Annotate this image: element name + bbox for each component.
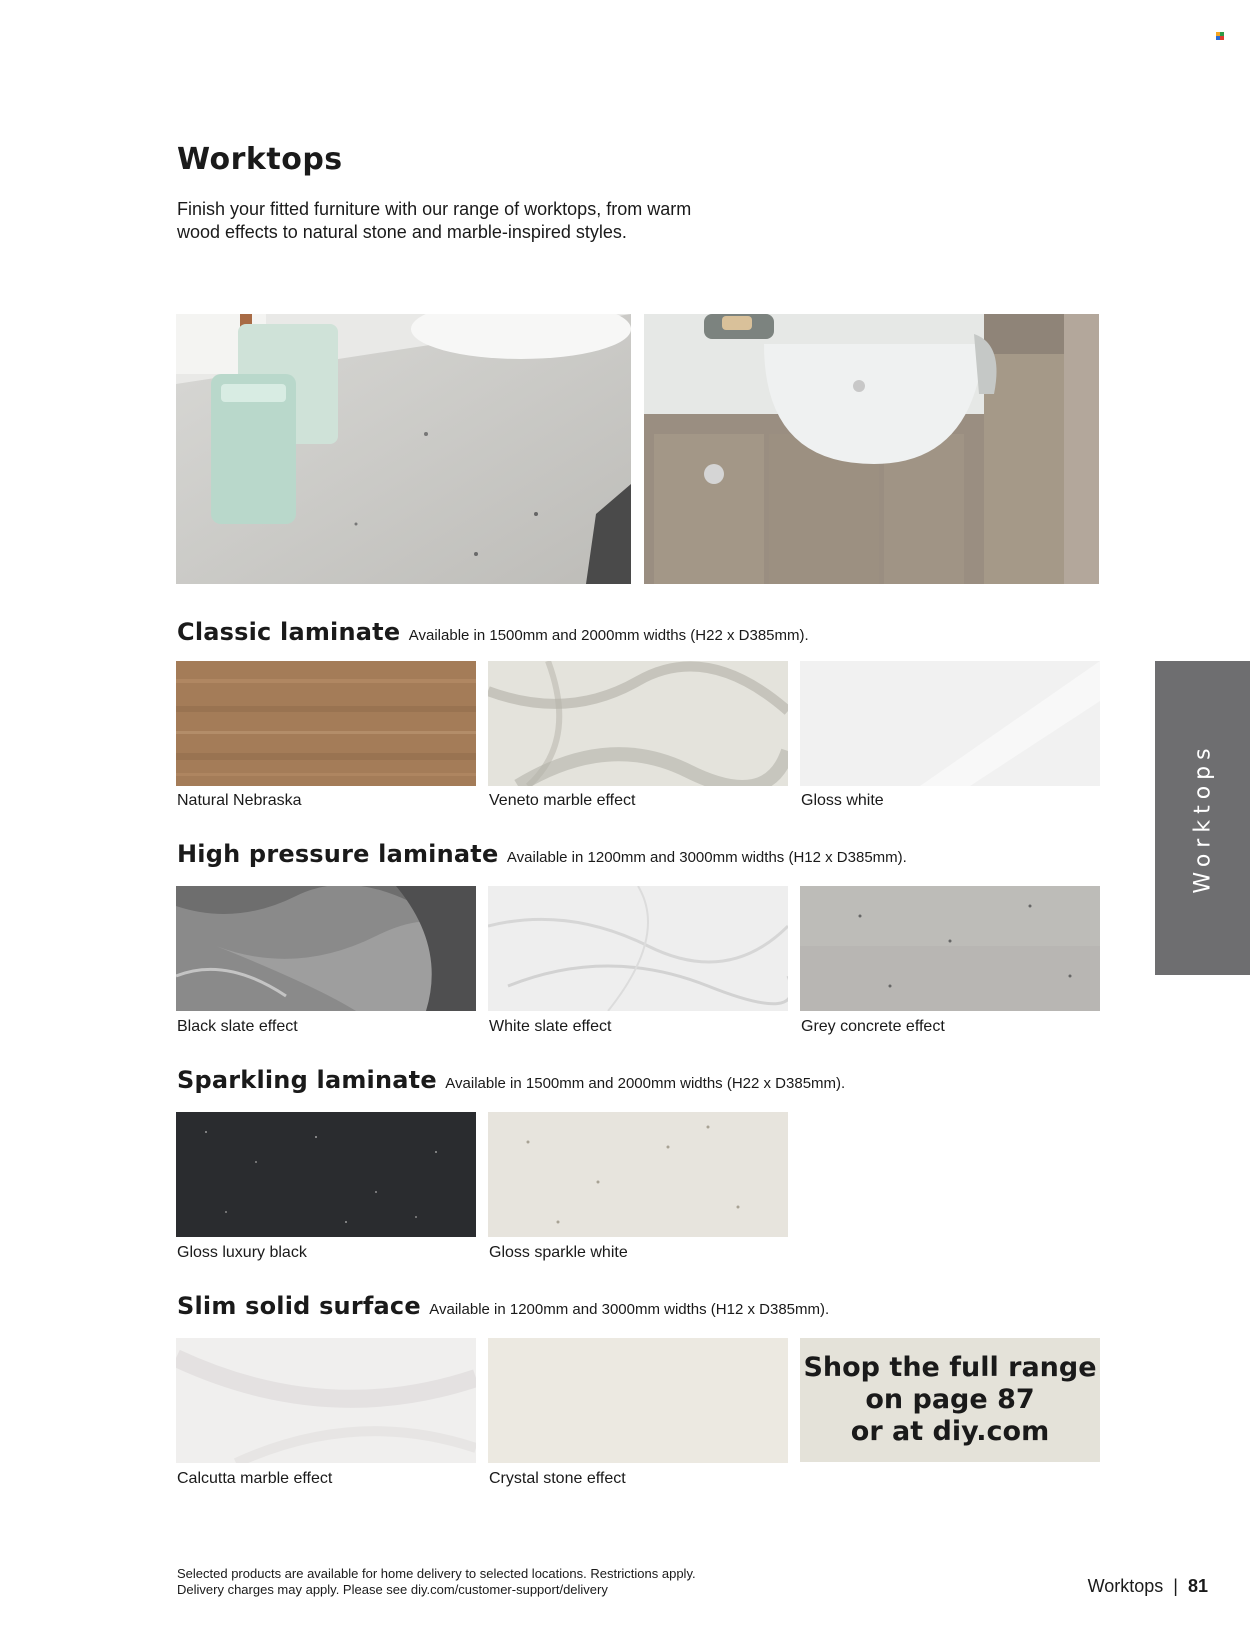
promo-line: or at diy.com: [850, 1416, 1050, 1447]
swatch-calcutta-marble: [176, 1338, 476, 1463]
intro-text: [177, 198, 777, 244]
swatch-label: Natural Nebraska: [177, 792, 302, 809]
swatch-label: Veneto marble effect: [489, 792, 636, 809]
swatch-natural-nebraska: [176, 661, 476, 786]
section-availability: Available in 1200mm and 3000mm widths (H12 x D385mm).: [429, 1301, 830, 1318]
swatch-label: Crystal stone effect: [489, 1470, 626, 1487]
intro-line: Finish your fitted furniture with our range of worktops, from warm: [177, 199, 692, 219]
swatch-gloss-sparkle-white: [488, 1112, 788, 1237]
intro-line: wood effects to natural stone and marble-inspired styles.: [177, 222, 627, 242]
section-name: High pressure laminate: [177, 840, 499, 868]
swatch-gloss-luxury-black: [176, 1112, 476, 1237]
swatch-label: Gloss white: [801, 792, 884, 809]
page-title: Worktops: [177, 142, 343, 177]
swatch-label: Black slate effect: [177, 1018, 298, 1035]
swatch-label: Gloss luxury black: [177, 1244, 307, 1261]
swatch-grey-concrete: [800, 886, 1100, 1011]
section-name: Sparkling laminate: [177, 1066, 437, 1094]
page-footer: [1088, 1576, 1208, 1597]
page-number: 81: [1187, 1576, 1208, 1596]
swatch-white-slate: [488, 886, 788, 1011]
swatch-gloss-white: [800, 661, 1100, 786]
shop-full-range-promo[interactable]: [800, 1338, 1100, 1462]
concrete-worktop-photo: [176, 314, 631, 584]
section-heading-sparkling-laminate: [177, 1066, 845, 1094]
delivery-note: [177, 1566, 696, 1598]
swatch-black-slate: [176, 886, 476, 1011]
swatch-label: Calcutta marble effect: [177, 1470, 333, 1487]
delivery-note-line: Delivery charges may apply. Please see diy.com/customer-support/delivery: [177, 1582, 608, 1597]
section-heading-high-pressure-laminate: [177, 840, 907, 868]
delivery-note-line: Selected products are available for home delivery to selected locations. Restrictions apply.: [177, 1566, 696, 1581]
swatch-veneto-marble: [488, 661, 788, 786]
promo-line: Shop the full range: [803, 1352, 1097, 1383]
section-availability: Available in 1200mm and 3000mm widths (H12 x D385mm).: [506, 849, 907, 866]
footer-section-name: Worktops: [1087, 1576, 1164, 1596]
section-availability: Available in 1500mm and 2000mm widths (H22 x D385mm).: [408, 627, 809, 644]
section-availability: Available in 1500mm and 2000mm widths (H22 x D385mm).: [445, 1075, 846, 1092]
promo-text: [803, 1352, 1096, 1448]
section-name: Slim solid surface: [177, 1292, 421, 1320]
section-heading-slim-solid-surface: [177, 1292, 829, 1320]
swatch-label: White slate effect: [489, 1018, 612, 1035]
brand-logo: [1216, 32, 1224, 40]
section-side-tab: [1155, 661, 1250, 975]
section-heading-classic-laminate: [177, 618, 809, 646]
swatch-label: Gloss sparkle white: [489, 1244, 628, 1261]
side-tab-label: Worktops: [1190, 742, 1215, 894]
promo-line: on page 87: [865, 1384, 1035, 1415]
bathroom-vanity-photo: [644, 314, 1099, 584]
swatch-crystal-stone: [488, 1338, 788, 1463]
section-name: Classic laminate: [177, 618, 401, 646]
swatch-label: Grey concrete effect: [801, 1018, 945, 1035]
footer-separator: |: [1173, 1576, 1178, 1596]
